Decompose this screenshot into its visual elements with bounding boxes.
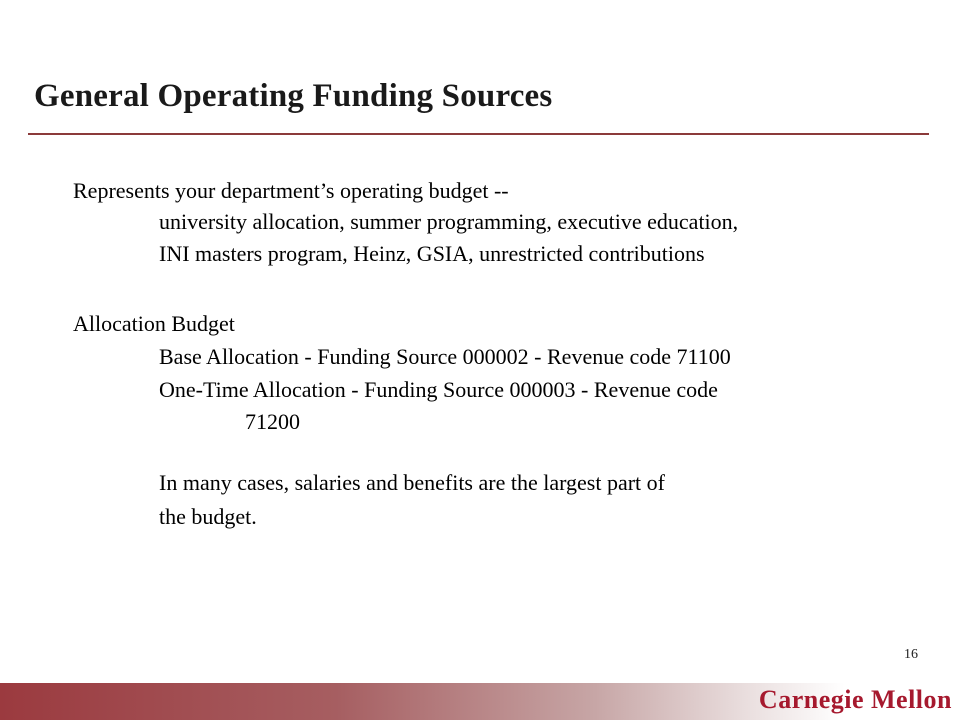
one-time-allocation-code: 71200 <box>245 409 300 434</box>
note-line-2: the budget. <box>159 504 257 529</box>
represents-detail-line-1: university allocation, summer programming, executive education, <box>159 209 739 234</box>
page-number: 16 <box>904 647 918 662</box>
brand-logo-text: Carnegie Mellon <box>758 685 952 714</box>
note-line-1: In many cases, salaries and benefits are the largest part of <box>159 470 665 495</box>
title-divider <box>28 133 929 135</box>
allocation-budget-heading: Allocation Budget <box>73 311 235 336</box>
one-time-allocation-line: One-Time Allocation - Funding Source 000003 - Revenue code <box>159 377 718 402</box>
represents-heading: Represents your department’s operating budget -- <box>73 178 509 203</box>
slide-title: General Operating Funding Sources <box>34 78 553 114</box>
base-allocation-line: Base Allocation - Funding Source 000002 - Revenue code 71100 <box>159 344 731 369</box>
represents-detail-line-2: INI masters program, Heinz, GSIA, unrestricted contributions <box>159 241 705 266</box>
